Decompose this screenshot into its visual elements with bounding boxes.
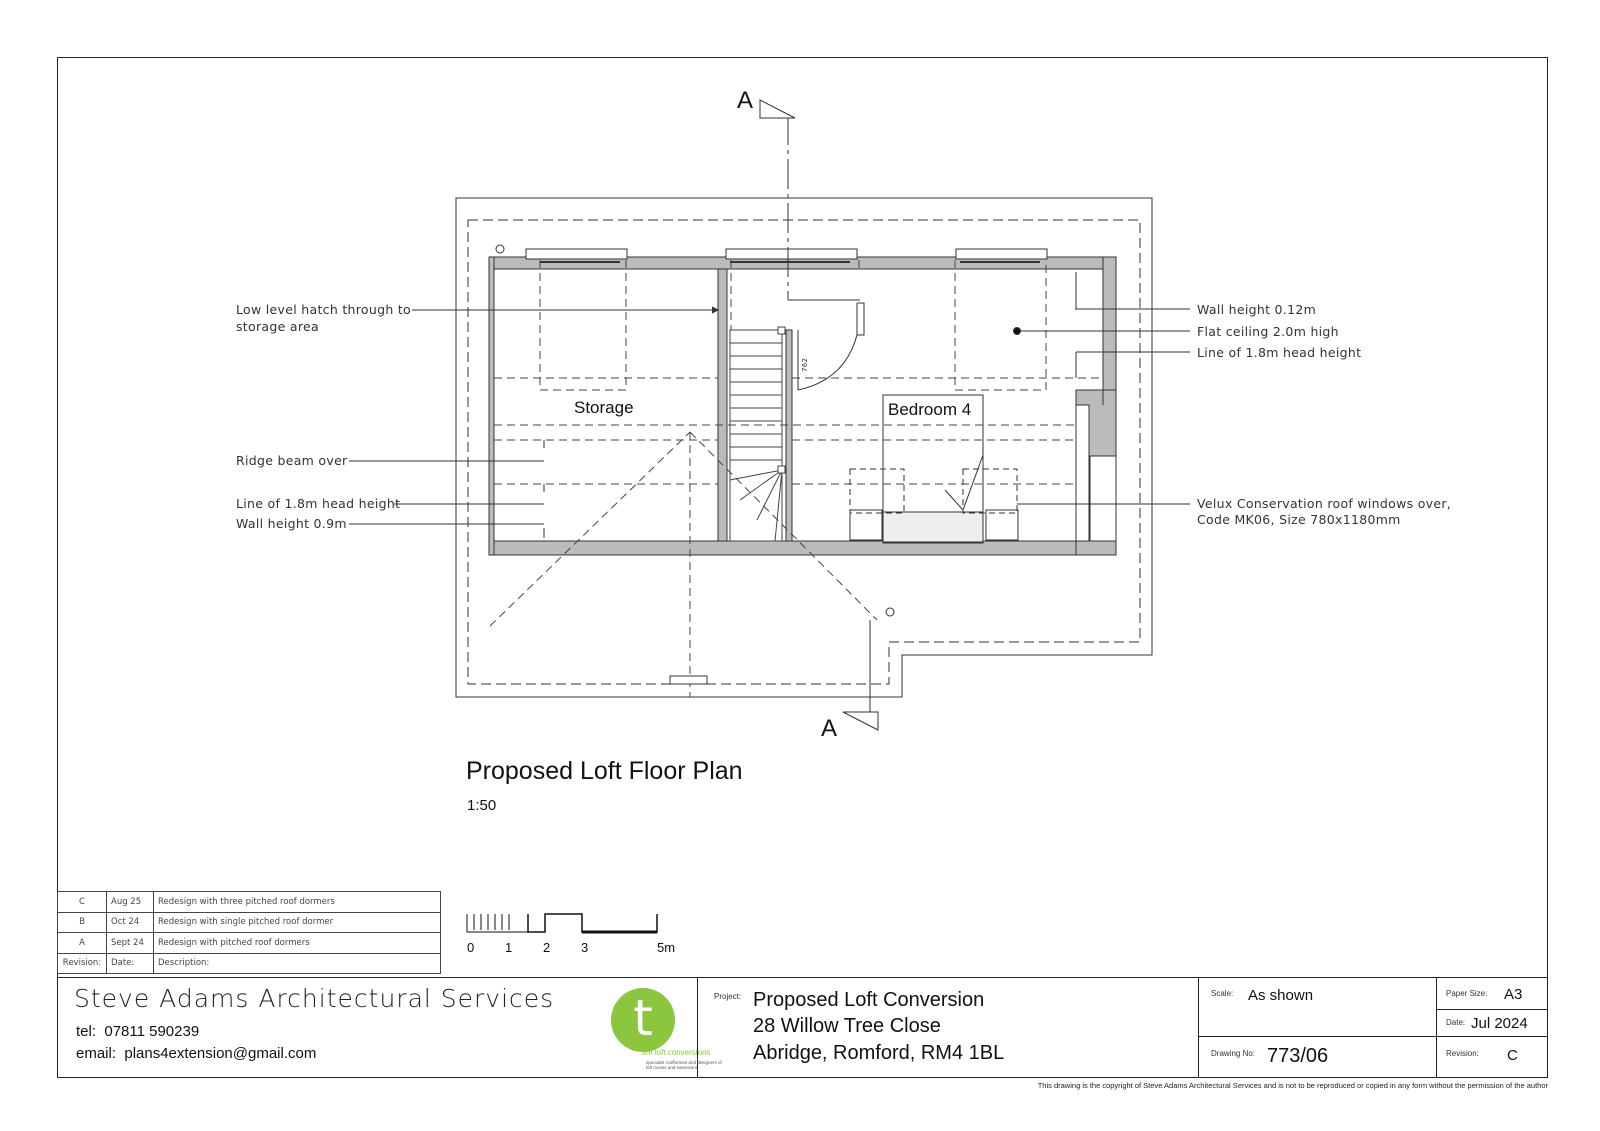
rev-header-desc: Description: bbox=[154, 953, 441, 974]
project-address-1: 28 Willow Tree Close bbox=[753, 1015, 941, 1037]
drawing-no-value: 773/06 bbox=[1267, 1045, 1329, 1067]
divider bbox=[1198, 978, 1199, 1078]
section-mark-bottom: A bbox=[821, 715, 838, 742]
section-arrow-bottom bbox=[843, 712, 878, 730]
revision-label: Revision: bbox=[1446, 1049, 1479, 1058]
rev-id: B bbox=[58, 912, 107, 933]
logo-mark: t bbox=[611, 988, 675, 1052]
note-velux-line2: Code MK06, Size 780x1180mm bbox=[1197, 512, 1401, 527]
date-label: Date: bbox=[1446, 1018, 1466, 1027]
tel-line bbox=[76, 1023, 199, 1040]
note-wall-height-right: Wall height 0.12m bbox=[1197, 302, 1317, 317]
table-row bbox=[58, 912, 441, 933]
logo-tagline: specialist roofformes and designers of loft moves and extensions bbox=[646, 1060, 722, 1070]
rev-date: Aug 25 bbox=[107, 892, 154, 913]
room-label-storage: Storage bbox=[574, 398, 634, 417]
project-address-2: Abridge, Romford, RM4 1BL bbox=[753, 1042, 1005, 1064]
divider bbox=[1436, 1009, 1548, 1010]
door-width-label: 762 bbox=[801, 357, 809, 372]
tel-value: 07811 590239 bbox=[104, 1023, 200, 1040]
table-row bbox=[58, 933, 441, 954]
plan-scale: 1:50 bbox=[467, 797, 497, 814]
scale-label: Scale: bbox=[1211, 989, 1234, 998]
tel-label: tel: bbox=[76, 1023, 97, 1040]
copyright-notice: This drawing is the copyright of Steve Adams Architectural Services and is not to be reproduced or copied in any form without the permission of the author bbox=[1037, 1081, 1548, 1090]
firm-name: Steve Adams Architectural Services bbox=[74, 984, 555, 1013]
table-row bbox=[58, 892, 441, 913]
logo-name: tim loft conversions bbox=[642, 1048, 711, 1057]
drawing-no-label: Drawing No: bbox=[1211, 1049, 1256, 1058]
rev-header-id: Revision: bbox=[58, 953, 107, 974]
staircase bbox=[730, 327, 785, 541]
project-name: Proposed Loft Conversion bbox=[753, 989, 985, 1011]
email-value: plans4extension@gmail.com bbox=[124, 1045, 317, 1062]
paper-size-label: Paper Size: bbox=[1446, 989, 1488, 998]
door-swing bbox=[798, 303, 864, 390]
date-value: Jul 2024 bbox=[1471, 1015, 1528, 1032]
email-label: email: bbox=[76, 1045, 117, 1062]
divider bbox=[1436, 978, 1437, 1078]
divider bbox=[1198, 1036, 1548, 1037]
rev-date: Sept 24 bbox=[107, 933, 154, 954]
rev-id: C bbox=[58, 892, 107, 913]
note-ridge-beam: Ridge beam over bbox=[236, 453, 348, 468]
note-head-height-left: Line of 1.8m head height bbox=[236, 496, 401, 511]
scale-tick-2: 2 bbox=[543, 940, 551, 955]
note-velux-line1: Velux Conservation roof windows over, bbox=[1197, 496, 1452, 511]
wall-bottom bbox=[489, 541, 1116, 555]
table-header-row bbox=[58, 953, 441, 974]
scale-bar bbox=[467, 914, 657, 932]
section-mark-top: A bbox=[737, 87, 754, 114]
section-arrow-top bbox=[760, 100, 795, 118]
title-block bbox=[57, 977, 1548, 1078]
note-wall-height-left: Wall height 0.9m bbox=[236, 516, 347, 531]
paper-size-value: A3 bbox=[1504, 986, 1523, 1003]
scale-tick-1: 1 bbox=[505, 940, 513, 955]
rev-desc: Redesign with single pitched roof dormer bbox=[154, 912, 441, 933]
stair-wall-right bbox=[786, 330, 792, 541]
project-label: Project: bbox=[714, 992, 742, 1001]
roof-outline bbox=[456, 198, 1152, 697]
room-label-bedroom: Bedroom 4 bbox=[888, 400, 972, 419]
eaves-dashed bbox=[468, 220, 1140, 684]
rev-date: Oct 24 bbox=[107, 912, 154, 933]
stair-wall-left bbox=[718, 269, 727, 541]
rev-id: A bbox=[58, 933, 107, 954]
rev-desc: Redesign with pitched roof dormers bbox=[154, 933, 441, 954]
scale-tick-5m: 5m bbox=[657, 940, 676, 955]
revision-value: C bbox=[1507, 1047, 1518, 1064]
rev-desc: Redesign with three pitched roof dormers bbox=[154, 892, 441, 913]
note-hatch-line1: Low level hatch through to bbox=[236, 302, 411, 317]
plan-title: Proposed Loft Floor Plan bbox=[466, 757, 743, 785]
note-flat-ceiling: Flat ceiling 2.0m high bbox=[1197, 324, 1339, 339]
email-line bbox=[76, 1045, 316, 1062]
scale-value: As shown bbox=[1248, 987, 1314, 1004]
wall-left bbox=[489, 257, 494, 555]
revisions-table bbox=[57, 891, 441, 974]
note-head-height-right: Line of 1.8m head height bbox=[1197, 345, 1362, 360]
cupboard bbox=[1090, 456, 1116, 541]
rev-header-date: Date: bbox=[107, 953, 154, 974]
note-hatch-line2: storage area bbox=[236, 319, 319, 334]
scale-tick-0: 0 bbox=[467, 940, 475, 955]
scale-tick-3: 3 bbox=[581, 940, 589, 955]
